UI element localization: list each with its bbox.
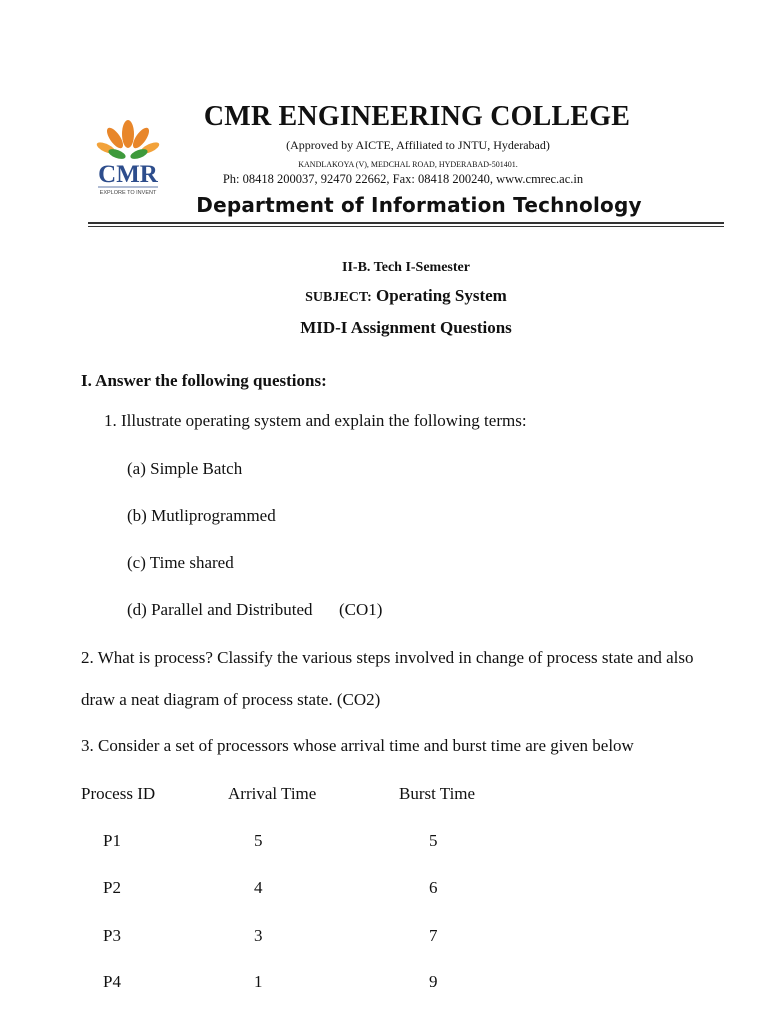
cell-process-id: P3 [103, 926, 121, 945]
cell-arrival-time: 5 [254, 831, 263, 850]
semester-label: II-B. Tech I-Semester [342, 260, 470, 275]
table-header-arrival-time: Arrival Time [228, 784, 317, 803]
cell-process-id: P1 [103, 831, 121, 850]
question-1-option-d: (d) Parallel and Distributed [127, 600, 313, 619]
question-1-co: (CO1) [339, 600, 383, 619]
cell-process-id: P2 [103, 878, 121, 897]
table-header-process-id: Process ID [81, 784, 156, 803]
assignment-title: MID-I Assignment Questions [300, 318, 512, 337]
question-2-line-1: 2. What is process? Classify the various steps involved in change of process state and also [81, 648, 694, 667]
question-1-option-a: (a) Simple Batch [127, 459, 243, 478]
question-1-option-c: (c) Time shared [127, 553, 234, 572]
section-heading: I. Answer the following questions: [81, 371, 327, 390]
contact-line: Ph: 08418 200037, 92470 22662, Fax: 08418 200240, www.cmrec.ac.in [222, 172, 584, 186]
logo-tagline: EXPLORE TO INVENT [99, 190, 157, 196]
address-line: KANDLAKOYA (V), MEDCHAL ROAD, HYDERABAD-501401. [298, 160, 518, 169]
header-divider-top [88, 222, 724, 224]
department-name: Department of Information Technology [196, 193, 642, 217]
question-2-line-2: draw a neat diagram of process state. (CO2) [81, 690, 381, 709]
subject-line [0, 286, 768, 306]
logo-text: CMR [98, 161, 158, 188]
subject-value: Operating System [376, 286, 507, 305]
cell-arrival-time: 3 [254, 926, 263, 945]
question-1: 1. Illustrate operating system and explain the following terms: [104, 411, 527, 430]
question-1-option-b: (b) Mutliprogrammed [127, 506, 276, 525]
college-name: CMR ENGINEERING COLLEGE [203, 101, 631, 132]
cell-arrival-time: 4 [254, 878, 263, 897]
cell-process-id: P4 [103, 972, 121, 991]
cell-burst-time: 6 [429, 878, 438, 897]
cell-burst-time: 9 [429, 972, 438, 991]
cell-burst-time: 7 [429, 926, 438, 945]
table-header-burst-time: Burst Time [399, 784, 476, 803]
cell-arrival-time: 1 [254, 972, 263, 991]
header-divider-bottom [88, 226, 724, 227]
subject-label: SUBJECT: [305, 290, 372, 305]
question-3: 3. Consider a set of processors whose arrival time and burst time are given below [81, 736, 634, 755]
approval-line: (Approved by AICTE, Affiliated to JNTU, Hyderabad) [286, 138, 550, 152]
cell-burst-time: 5 [429, 831, 438, 850]
